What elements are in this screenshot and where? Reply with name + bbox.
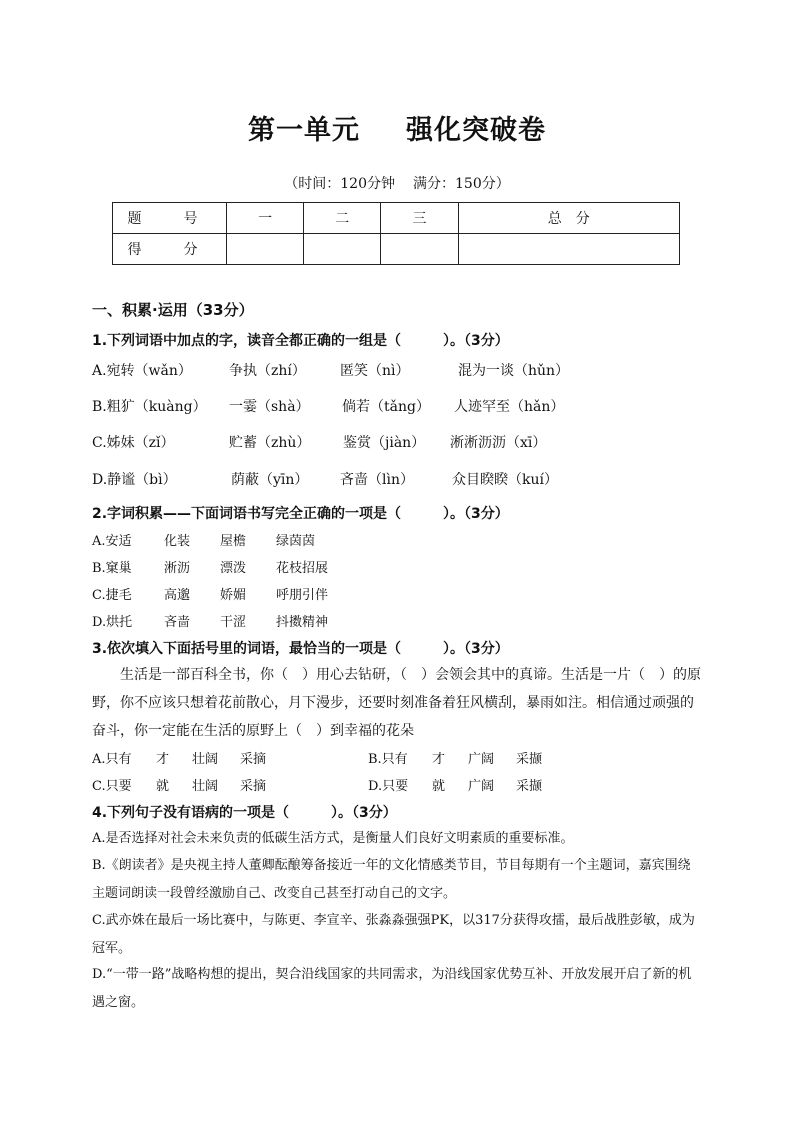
score-input-cell[interactable] bbox=[381, 234, 458, 265]
page-title bbox=[0, 108, 794, 147]
option-text: 众目睽睽（kuí） bbox=[452, 472, 558, 488]
option-text: A.宛转（wǎn） bbox=[92, 363, 192, 379]
question-1-stem: 1.下列词语中加点的字，读音全都正确的一组是（ ）。（3分） bbox=[92, 333, 509, 349]
option-text: 干涩 bbox=[220, 615, 247, 630]
option-text: D.静谧（bì） bbox=[92, 472, 177, 488]
option-text: 荫蔽（yīn） bbox=[231, 472, 309, 488]
option-text: 抖擞精神 bbox=[276, 615, 329, 630]
option-text: 鉴赏（jiàn） bbox=[343, 435, 426, 451]
option-text: 匿笑（nì） bbox=[340, 363, 410, 379]
score-table bbox=[112, 202, 680, 265]
option-text: 混为一谈（hǔn） bbox=[458, 363, 570, 379]
option-text: 采摘 bbox=[240, 752, 267, 767]
question-3-passage: 生活是一部百科全书，你（ ）用心去钻研，（ ）会领会其中的真谛。生活是一片（ ）的原野，你不应该只想着花前散心，月下漫步，还要时刻准备着狂风横刮，暴雨如注。相信通过顽强的奋斗，你一定能在生活的原野上（ ）到幸福的花朵 bbox=[92, 667, 701, 739]
option-text: B.粗犷（kuàng） bbox=[92, 399, 207, 415]
option-text: 吝啬（lìn） bbox=[340, 472, 414, 488]
question-4-option-c: C.武亦姝在最后一场比赛中，与陈更、李宣辛、张淼淼强强PK，以317分获得攻擂，最后战胜彭敏，成为冠军。 bbox=[92, 913, 695, 956]
option-text: D.只要 bbox=[368, 779, 409, 794]
option-text: 倘若（tǎng） bbox=[342, 399, 430, 415]
option-text: 采撷 bbox=[516, 752, 543, 767]
question-2-stem: 2.字词积累——下面词语书写完全正确的一项是（ ）。（3分） bbox=[92, 506, 509, 522]
title-paper: 强化突破卷 bbox=[406, 115, 546, 146]
option-text: 广阔 bbox=[468, 752, 495, 767]
option-text: 才 bbox=[432, 752, 446, 767]
option-text: 广阔 bbox=[468, 779, 495, 794]
option-text: B.窠巢 bbox=[92, 561, 132, 576]
question-4-option-a: A.是否选择对社会未来负责的低碳生活方式，是衡量人们良好文明素质的重要标准。 bbox=[92, 831, 574, 846]
score-input-cell[interactable] bbox=[458, 234, 679, 265]
option-text: 一霎（shà） bbox=[229, 399, 310, 415]
option-text: 采摘 bbox=[240, 779, 267, 794]
section-title: 一、积累·运用（33分） bbox=[92, 301, 254, 319]
score-cell: 三 bbox=[381, 203, 458, 234]
question-4-option-b: B.《朗读者》是央视主持人董卿酝酿筹备接近一年的文化情感类节目，节目每期有一个主题词，嘉宾围绕主题词朗读一段曾经激励自己、改变自己甚至打动自己的文字。 bbox=[92, 858, 691, 901]
option-text: 屋檐 bbox=[220, 534, 247, 549]
option-text: 漂泼 bbox=[220, 561, 247, 576]
option-text: 吝啬 bbox=[164, 615, 191, 630]
option-text: 淅沥 bbox=[164, 561, 191, 576]
exam-time: （时间：120分钟 bbox=[284, 176, 395, 192]
option-text: 贮蓄（zhù） bbox=[229, 435, 311, 451]
title-unit: 第一单元 bbox=[248, 115, 360, 146]
option-text: 绿茵茵 bbox=[276, 534, 316, 549]
question-4-option-d: D.“一带一路”战略构想的提出，契合沿线国家的共同需求，为沿线国家优势互补、开放发展开启了新的机遇之窗。 bbox=[92, 967, 692, 1010]
score-cell: 得 分 bbox=[113, 234, 227, 265]
option-text: C.只要 bbox=[92, 779, 132, 794]
option-text: 争执（zhí） bbox=[229, 363, 306, 379]
score-cell: 一 bbox=[227, 203, 304, 234]
option-text: 高邈 bbox=[164, 588, 191, 603]
option-text: 呼朋引伴 bbox=[276, 588, 329, 603]
option-text: A.安适 bbox=[92, 534, 132, 549]
option-text: 人迹罕至（hǎn） bbox=[454, 399, 565, 415]
option-text: 娇媚 bbox=[220, 588, 247, 603]
score-cell: 总 分 bbox=[458, 203, 679, 234]
option-text: 就 bbox=[432, 779, 446, 794]
question-3-stem: 3.依次填入下面括号里的词语，最恰当的一项是（ ）。（3分） bbox=[92, 641, 509, 657]
option-text: 才 bbox=[156, 752, 170, 767]
option-text: B.只有 bbox=[368, 752, 408, 767]
score-cell: 题 号 bbox=[113, 203, 227, 234]
exam-full-score: 满分：150分） bbox=[413, 176, 510, 192]
option-text: 壮阔 bbox=[192, 752, 219, 767]
option-text: D.烘托 bbox=[92, 615, 133, 630]
option-text: 采撷 bbox=[516, 779, 543, 794]
option-text: C.捷毛 bbox=[92, 588, 132, 603]
option-text: 壮阔 bbox=[192, 779, 219, 794]
exam-info bbox=[0, 173, 794, 193]
option-text: 花枝招展 bbox=[276, 561, 329, 576]
score-table-header-row bbox=[113, 203, 680, 234]
option-text: C.姊妹（zǐ） bbox=[92, 435, 175, 451]
option-text: 化装 bbox=[164, 534, 191, 549]
score-cell: 二 bbox=[304, 203, 381, 234]
option-text: A.只有 bbox=[92, 752, 132, 767]
question-4-stem: 4.下列句子没有语病的一项是（ ）。（3分） bbox=[92, 805, 397, 821]
option-text: 淅淅沥沥（xī） bbox=[450, 435, 547, 451]
score-table-score-row bbox=[113, 234, 680, 265]
score-input-cell[interactable] bbox=[227, 234, 304, 265]
score-input-cell[interactable] bbox=[304, 234, 381, 265]
option-text: 就 bbox=[156, 779, 170, 794]
